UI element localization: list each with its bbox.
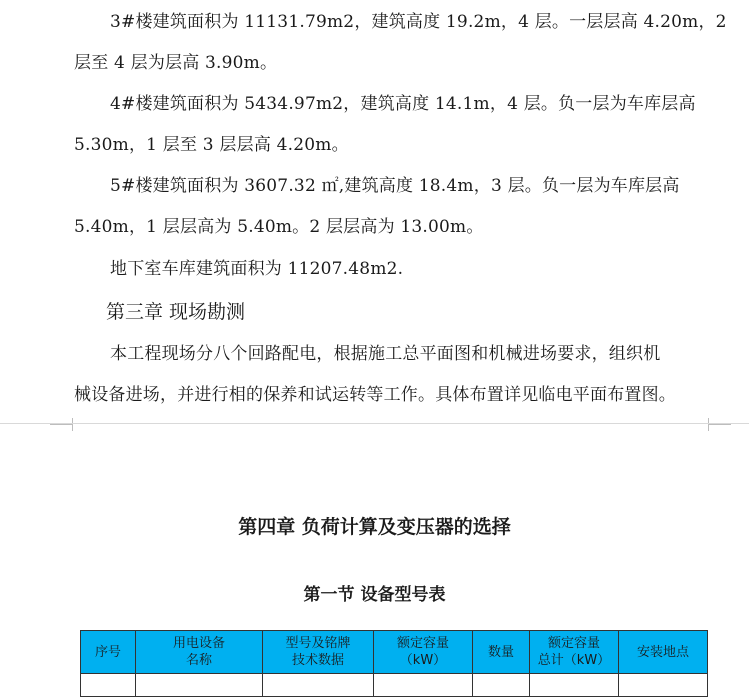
header-text: 名称 <box>185 653 212 668</box>
header-cell-index <box>81 631 136 674</box>
header-text: 序号 <box>94 644 121 660</box>
section-1-title: 第一节 设备型号表 <box>303 585 446 605</box>
header-cell-model <box>263 631 374 674</box>
header-text: 用电设备 <box>172 636 225 651</box>
paragraph-line: 4#楼建筑面积为 5434.97m2，建筑高度 14.1m，4 层。负一层为车库层高 <box>110 94 696 114</box>
header-text: 技术数据 <box>291 653 344 668</box>
page-break-line <box>0 423 749 424</box>
page-corner-mark <box>708 424 731 431</box>
header-cell-rated-capacity <box>374 631 473 674</box>
table-cell <box>619 674 708 697</box>
table-cell <box>263 674 374 697</box>
header-text: 安装地点 <box>636 644 689 660</box>
table-row <box>81 674 708 697</box>
chapter-4-title: 第四章 负荷计算及变压器的选择 <box>238 516 511 538</box>
paragraph-line: 地下室车库建筑面积为 11207.48m2. <box>110 259 404 279</box>
paragraph-building-3 <box>74 2 727 84</box>
table-cell <box>81 674 136 697</box>
table-header-row <box>81 631 708 674</box>
header-text: 总计（kW） <box>537 653 611 668</box>
paragraph-line: 械设备进场，并进行相的保养和试运转等工作。具体布置详见临电平面布置图。 <box>74 385 676 405</box>
paragraph-line: 本工程现场分八个回路配电，根据施工总平面图和机械进场要求，组织机 <box>110 344 661 364</box>
paragraph-garage <box>74 249 710 290</box>
table-cell <box>473 674 530 697</box>
table-cell <box>374 674 473 697</box>
header-cell-location <box>619 631 708 674</box>
paragraph-line: 5#楼建筑面积为 3607.32 ㎡,建筑高度 18.4m，3 层。负一层为车库层高 <box>110 176 680 196</box>
header-text: 额定容量 <box>396 636 449 651</box>
paragraph-line: 5.40m，1 层层高为 5.40m。2 层层高为 13.00m。 <box>74 217 484 237</box>
paragraph-building-4 <box>74 84 710 166</box>
chapter-3-heading: 第三章 现场勘测 <box>106 301 246 323</box>
table-cell <box>530 674 619 697</box>
paragraph-line: 层至 4 层为层高 3.90m。 <box>74 53 278 73</box>
header-cell-quantity <box>473 631 530 674</box>
paragraph-building-5 <box>74 166 710 248</box>
header-text: （kW） <box>399 653 447 668</box>
table-cell <box>136 674 263 697</box>
header-cell-device-name <box>136 631 263 674</box>
header-text: 型号及铭牌 <box>285 636 351 651</box>
page-corner-mark <box>50 424 73 431</box>
equipment-table <box>80 630 708 697</box>
header-cell-total-capacity <box>530 631 619 674</box>
header-text: 数量 <box>487 644 514 660</box>
paragraph-line: 5.30m，1 层至 3 层层高 4.20m。 <box>74 135 349 155</box>
header-text: 额定容量 <box>547 636 600 651</box>
paragraph-line: 3#楼建筑面积为 11131.79m2，建筑高度 19.2m，4 层。一层层高 4.20m，2 <box>110 12 727 32</box>
paragraph-site-survey <box>74 334 710 416</box>
